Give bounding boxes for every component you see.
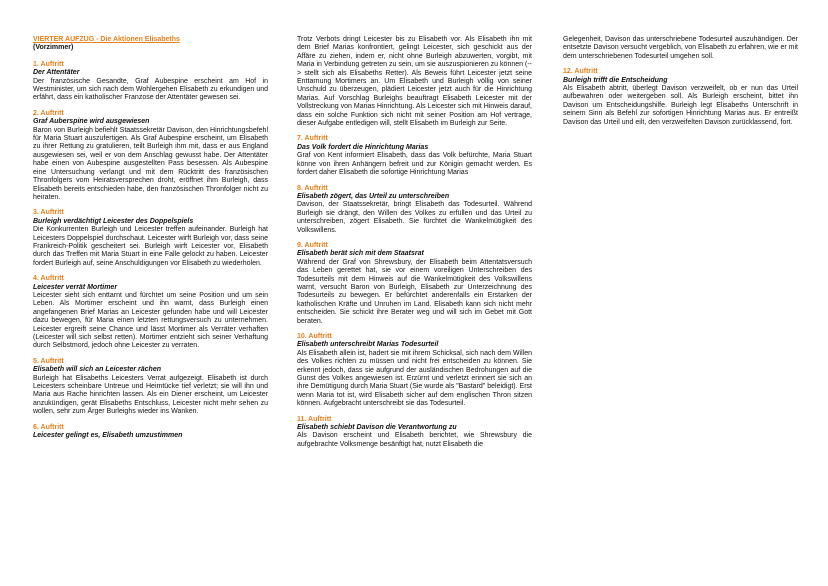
scene-heading: Der Attentäter (33, 69, 80, 77)
scene-heading: Elisabeth zögert, das Urteil zu unterschreiben (297, 192, 450, 200)
scene-number: 2. Auftritt (33, 109, 64, 117)
scene-heading: Elisabeth berät sich mit dem Staatsrat (297, 250, 424, 258)
scene-number: 5. Auftritt (33, 357, 64, 365)
scene-section (33, 209, 268, 268)
scene-section (297, 242, 532, 326)
scene-text: Die Konkurrenten Burleigh und Leicester treffen aufeinander. Burleigh hat Leicesters Doppelspiel durchschaut. Leicester wirft Burleigh vor, dass seine Frankreich-Politik gescheitert sei. Burleigh wirft Leicester vor, Elisabeth durch das Treffen mit Maria Stuart in eine Falle gelockt zu haben. Leicester fordert Burleigh auf, seine Anschuldigungen vor Elisabeth zu wiederholen. (33, 226, 268, 267)
column-2 (297, 36, 532, 456)
scene-heading: Das Volk fordert die Hinrichtung Marias (297, 143, 429, 151)
scene-number: 8. Auftritt (297, 184, 328, 192)
scene-text: Leicester sieht sich enttarnt und fürchtet um seine Position und um sein Leben. Als Mortimer erscheint und ihn warnt, dass Burleigh einen angefangenen Brief Marias an Leicester gefunden habe und will Leicester dazu bewegen, für Maria einen letzten rettungsversuch zu unternehmen. Leicester ergreift seine Chance und lässt Mortimer als Verräter verhaften (Leicester will sich selbst retten). Mortimer entzieht sich seiner Verhaftung durch Selbstmord, jedoch ohne Leicester zu verraten. (33, 291, 268, 350)
scene-number: 3. Auftritt (33, 209, 64, 217)
scene-number: 9. Auftritt (297, 241, 328, 249)
scene-section (297, 185, 532, 235)
scene-heading: Graf Auberspine wird ausgewiesen (33, 118, 150, 126)
scene-heading: Leicester gelingt es, Elisabeth umzustimmen (33, 432, 183, 440)
scene-text: Während der Graf von Shrewsbury, der Elisabeth beim Attentatsversuch das Leben gerettet hat, sie vor einem voreiligen Unterschreiben des Todesurteils mit dem Hinweis auf die Wankelmütigkeit des Volkswillens warnt, versucht Baron von Burleigh, Elisabeth zur Unterzeichnung des Todesurteils zu bewegen. Er befürchtet anderenfalls ein Erstarken der katholischen Kräfte und Unruhen im Land. Elisabeth kann sich nicht mehr entscheiden. Sie schickt ihre Berater weg und will sich im Gebet mit Gott beraten. (297, 258, 532, 325)
scene-heading: Elisabeth schiebt Davison die Verantwortung zu (297, 424, 457, 432)
scene-text: Burleigh hat Elisabeths Leicesters Verrat aufgezeigt. Elisabeth ist durch Leicesters scheinbare Untreue und Heimtücke tief verletzt; sie will ihn und Maria aus Rache hinrichten lassen. Als ein Diener erscheint, um Leicester anzukündigen, gerät Elisabeths Entschluss, Leicester nicht mehr sehen zu wollen, sehr zum Ärger Burleighs wieder ins Wanken. (33, 374, 268, 416)
scene-section (297, 416, 532, 450)
column-1 (33, 36, 268, 447)
scene-heading: Elisabeth unterschreibt Marias Todesurteil (297, 341, 439, 349)
scene-text: Trotz Verbots dringt Leicester bis zu Elisabeth vor. Als Elisabeth ihn mit dem Brief Marias konfrontiert, gelingt Leicester, sich geschickt aus der Affäre zu ziehen, indem er, nicht ohne Burleigh abzuwerten, vorgibt, mit Maria in Verbindung getreten zu sein, um sie auszuspionieren zu können (--> stellt sich als Elisabeths Retter). Als Beweis führt Leicester jetzt seine Enttarnung Mortimers an. Um Elisabeth und Burleigh völlig von seiner Unschuld zu überzeugen, plädiert Leicester jetzt auch für die Hinrichtung Marias. Auf Vorschlag Burleighs beauftragt Elisabeth Leicester mit der Vollstreckung von Marias Hinrichtung. Als Leicester sich mit Hinweis darauf, dass ein solche Funktion sich nicht mit seiner Position am Hof vertrage, dieser Aufgabe entledigen will, stellt Elisabeth im Burleigh zur Seite. (297, 36, 532, 128)
scene-heading: Burleigh trifft die Entscheidung (563, 76, 668, 84)
scene-section (33, 424, 268, 441)
scene-number: 10. Auftritt (297, 333, 332, 340)
scene-heading: Burleigh verdächtigt Leicester des Doppelspiels (33, 217, 194, 225)
scene-number: 1. Auftritt (33, 60, 64, 68)
scene-number: 11. Auftritt (297, 415, 332, 423)
scene-text: Gelegenheit, Davison das unterschriebene Todesurteil auszuhändigen. Der entsetzte Davison versucht vergeblich, von Elisabeth zu erfahren, wie er mit dem unterschriebenen Todesurteil umgehen soll. (563, 36, 799, 60)
act-title: VIERTER AUFZUG - Die Aktionen Elisabeths (33, 36, 180, 43)
scene-text: Der französische Gesandte, Graf Aubespine erscheint am Hof in Westminister, um sich nach dem Wohlergehen Elisabeth zu erkundigen und erfährt, dass ein katholischer Franzose der Attentäter gewesen sei. (33, 77, 268, 102)
scene-section (297, 135, 532, 177)
scene-section (33, 358, 268, 417)
scene-number: 12. Auftritt (563, 68, 598, 76)
scene-text: Als Davison erscheint und Elisabeth berichtet, wie Shrewsbury die aufgebrachte Volksmenge besänftigt hat, nutzt Elisabeth die (297, 432, 532, 448)
scene-text: Als Elisabeth allein ist, hadert sie mit ihrem Schicksal, sich nach dem Willen des Volkes richten zu müssen und nicht frei entscheiden zu können. Sie erkennt jedoch, dass sie aufgrund der ausländischen Bedrohungen auf die Gunst des Volkes angewiesen ist. Erzürnt und verletzt erinnert sie sich an ihre Demütigung durch Maria Stuart (Sie wurde als "Bastard" beleidigt). Erst wenn Maria tot ist, wird Elisabeth sicher auf dem englischen Thron sitzen können. Aufgebracht unterschreibt sie das Todesurteil. (297, 349, 532, 408)
scene-section (563, 36, 798, 61)
scene-text: Davison, der Staatssekretär, bringt Elisabeth das Todesurteil. Während Burleigh sie drängt, den Willen des Volkes zu erfüllen und das Urteil zu unterschreiben, zögert Elisabeth. Sie fürchtet die Wankelmütigkeit des Volkswillens. (297, 201, 532, 234)
scene-number: 6. Auftritt (33, 423, 64, 431)
scene-text: Graf von Kent informiert Elisabeth, dass das Volk befürchte, Maria Stuart könne von ihren Anhängern befreit und zur Königin gemacht werden. Es fordert daher Elisabeth die sofortige Hinrichtung Marias (297, 152, 532, 177)
scene-section (33, 110, 268, 202)
column-3 (563, 36, 798, 134)
act-subtitle: (Vorzimmer) (33, 44, 74, 52)
scene-text: Als Elisabeth abtritt, überlegt Davison verzweifelt, ob er nun das Urteil aufbewahren oder weitergeben soll. Als Burleigh erscheint, bittet ihn Davison um Entscheidungshilfe. Burleigh legt Elisabeths Unterschrift in seinem Sinn als Befehl zur sofortigen Hinrichtung Marias aus. Er entreißt Davison das Urteil und eilt, den verzweifelten Davison zurücklassend, fort. (563, 85, 798, 126)
scene-section (297, 36, 532, 128)
scene-section (563, 68, 798, 127)
scene-section (297, 333, 532, 409)
scene-number: 4. Auftritt (33, 275, 64, 283)
scene-heading: Elisabeth will sich an Leicester rächen (33, 366, 161, 374)
scene-text: Baron von Burleigh befiehlt Staatssekretär Davison, den Hinrichtungsbefehl für Maria Stuart auszufertigen. Als Graf Aubespine erscheint, um Elisabeth zu ihrer Rettung zu gratulieren, teilt Burleigh ihm mit, dass er aus England ausgewiesen sei, weil er von dem Anschlag gewusst habe. Der Attentäter habe einen von Aubespine ausgestellten Pass besessen. Als Aubespine eine Untersuchung verlangt und mit dem Rücktritt des französischen Thronfolgers vom Heiratsversprechen droht, eröffnet ihm Burleigh, dass Elisabeth bereits entschieden habe, den französischen Thronfolger nicht zu heiraten. (33, 126, 268, 201)
scene-number: 7. Auftritt (297, 135, 328, 143)
scene-heading: Leicester verrät Mortimer (33, 283, 118, 291)
scene-section (33, 61, 268, 103)
scene-section (33, 275, 268, 351)
